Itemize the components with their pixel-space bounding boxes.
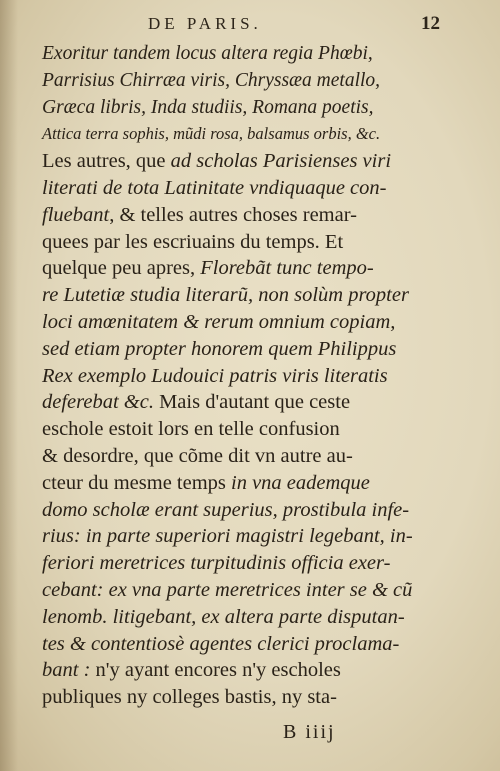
running-title: DE PARIS. <box>148 14 262 33</box>
page-header <box>40 13 440 40</box>
text-line <box>42 523 422 550</box>
roman-run: & desordre, que cõme dit vn autre au- <box>42 444 353 467</box>
roman-run: quees par les escriuains du temps. Et <box>42 230 344 253</box>
text-line <box>42 148 422 175</box>
text-line <box>42 657 422 684</box>
italic-run: re Lutetiæ studia literarũ, non solùm propter <box>42 284 409 307</box>
italic-run: feriori meretrices turpitudinis officia exer- <box>42 552 391 575</box>
text-line <box>42 470 422 497</box>
verse-line: Attica terra sophis, mũdi rosa, balsamus orbis, &c. <box>42 124 381 144</box>
text-line <box>42 202 422 229</box>
text-line <box>42 389 422 416</box>
roman-run: Mais d'autant que ceste <box>159 391 351 414</box>
roman-run: publiques ny colleges bastis, ny sta- <box>42 686 337 709</box>
prose-paragraph <box>42 148 422 711</box>
italic-run: tes & contentiosè agentes clerici proclama- <box>42 632 400 655</box>
roman-run: eschole estoit lors en telle confusion <box>42 418 340 441</box>
italic-run: in vna eademque <box>231 471 370 494</box>
text-line <box>42 282 422 309</box>
verse-line: Parrisius Chirræa viris, Chryssæa metallo, <box>42 69 381 91</box>
italic-run: ad scholas Parisienses viri <box>170 150 392 173</box>
text-line <box>42 309 422 336</box>
text-line <box>42 497 422 524</box>
italic-run: deferebat &c. <box>42 391 160 414</box>
page-body <box>42 41 422 711</box>
text-line <box>42 255 422 282</box>
signature-mark: B iiij <box>283 721 336 743</box>
italic-run: loci amœnitatem & rerum omnium copiam, <box>42 310 396 333</box>
italic-run: literati de tota Latinitate vndiquaque con- <box>42 176 387 199</box>
roman-run: cteur du mesme temps <box>42 471 232 494</box>
italic-run: rius: in parte superiori magistri legebant, in- <box>42 525 413 548</box>
roman-run: quelque peu apres, <box>42 257 201 280</box>
latin-verse <box>42 41 422 148</box>
text-line <box>42 363 422 390</box>
text-line <box>42 175 422 202</box>
roman-run: Les autres, que <box>42 150 171 173</box>
text-line <box>42 229 422 256</box>
roman-run: , & telles autres choses remar- <box>109 203 357 226</box>
text-line <box>42 577 422 604</box>
verse-line: Exoritur tandem locus altera regia Phœbi, <box>42 43 373 64</box>
text-line <box>42 336 422 363</box>
italic-run: Rex exemplo Ludouici patris viris literatis <box>42 364 388 387</box>
italic-run: lenomb. litigebant, ex altera parte disputan- <box>42 605 405 628</box>
italic-run: fluebant <box>42 203 110 226</box>
italic-run: domo scholæ erant superius, prostibula infe- <box>42 498 410 521</box>
verse-line: Græca libris, Inda studiis, Romana poetis, <box>42 96 374 118</box>
text-line <box>42 604 422 631</box>
text-line <box>42 684 422 711</box>
italic-run: Florebãt tunc tempo- <box>200 257 374 280</box>
page-number: 12 <box>421 13 440 34</box>
italic-run: sed etiam propter honorem quem Philippus <box>42 337 397 360</box>
italic-run: cebant: ex vna parte meretrices inter se & cũ <box>42 578 413 601</box>
roman-run: n'y ayant encores n'y escholes <box>95 659 341 682</box>
text-line <box>42 631 422 658</box>
text-line <box>42 416 422 443</box>
text-line <box>42 550 422 577</box>
text-line <box>42 443 422 470</box>
italic-run: bant : <box>42 659 96 682</box>
